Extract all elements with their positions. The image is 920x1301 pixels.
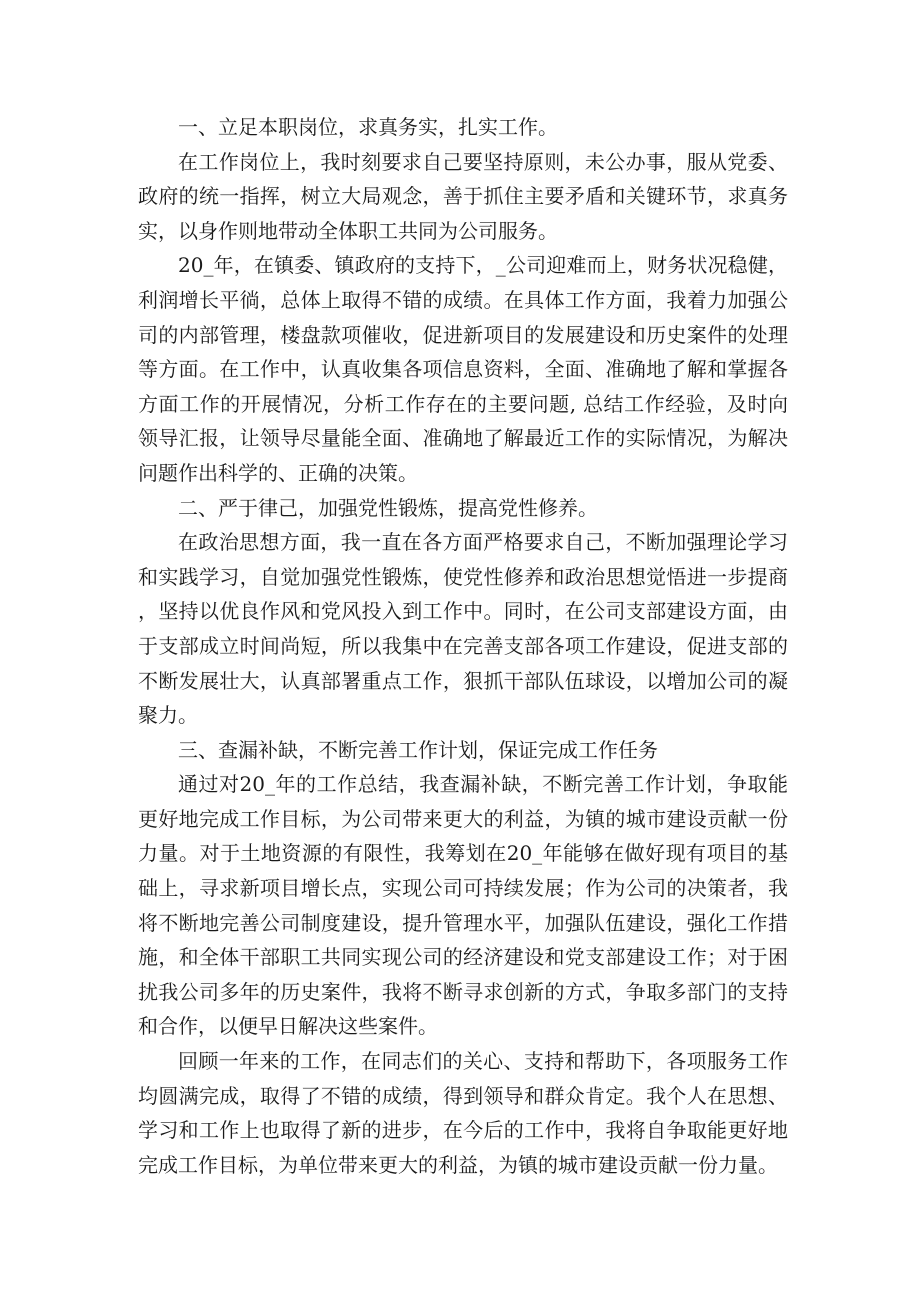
paragraph-5: 回顾一年来的工作，在同志们的关心、支持和帮助下，各项服务工作均圆满完成，取得了不错的成绩，得到领导和群众肯定。我个人在思想、学习和工作上也取得了新的进步，在今后的工作中，我将自争取能更好地完成工作目标，为单位带来更大的利益，为镇的城市建设贡献一份力量。: [138, 1049, 788, 1177]
paragraph-4: 通过对20_年的工作总结，我查漏补缺，不断完善工作计划，争取能更好地完成工作目标，为公司带来更大的利益，为镇的城市建设贡献一份力量。对于土地资源的有限性，我筹划在20_年能够在做好现有项目的基础上，寻求新项目增长点，实现公司可持续发展；作为公司的决策者，我将不断地完善公司制度建设，提升管理水平，加强队伍建设，强化工作措施，和全体干部职工共同实现公司的经济建设和党支部建设工作；对于困扰我公司多年的历史案件，我将不断寻求创新的方式，争取多部门的支持和合作，以便早日解决这些案件。: [138, 772, 788, 1039]
paragraph-1: 在工作岗位上，我时刻要求自己要坚持原则，未公办事，服从党委、政府的统一指挥，树立大局观念，善于抓住主要矛盾和关键环节，求真务实，以身作则地带动全体职工共同为公司服务。: [138, 149, 788, 243]
section-heading-1: 一、立足本职岗位，求真务实，扎实工作。: [178, 115, 558, 139]
paragraph-2: 20_年，在镇委、镇政府的支持下，_公司迎难而上，财务状况稳健，利润增长平徜，总体上取得不错的成绩。在具体工作方面，我着力加强公司的内部管理，楼盘款项催收，促进新项目的发展建设和历史案件的处理等方面。在工作中，认真收集各项信息资料，全面、准确地了解和掌握各方面工作的开展情况，分析工作存在的主要问题, 总结工作经验，及时向领导汇报，让领导尽量能全面、准确地了解最近工作的实际情况，为解决问题作出科学的、正确的决策。: [138, 253, 788, 485]
paragraph-3: 在政治思想方面，我一直在各方面严格要求自己，不断加强理论学习和实践学习，自觉加强党性锻炼，使党性修养和政治思想觉悟进一步提商，坚持以优良作风和党风投入到工作中。同时，在公司支部建设方面，由于支部成立时间尚短，所以我集中在完善支部各项工作建设，促进支部的不断发展壮大，认真部署重点工作，狠抓干部队伍球设，以增加公司的凝聚力。: [138, 530, 788, 728]
section-heading-2: 二、严于律己，加强党性锻炼，提高党性修养。: [178, 495, 598, 520]
section-heading-3: 三、查漏补缺，不断完善工作计划，保证完成工作任务: [178, 737, 658, 762]
document-body: [138, 110, 788, 1182]
